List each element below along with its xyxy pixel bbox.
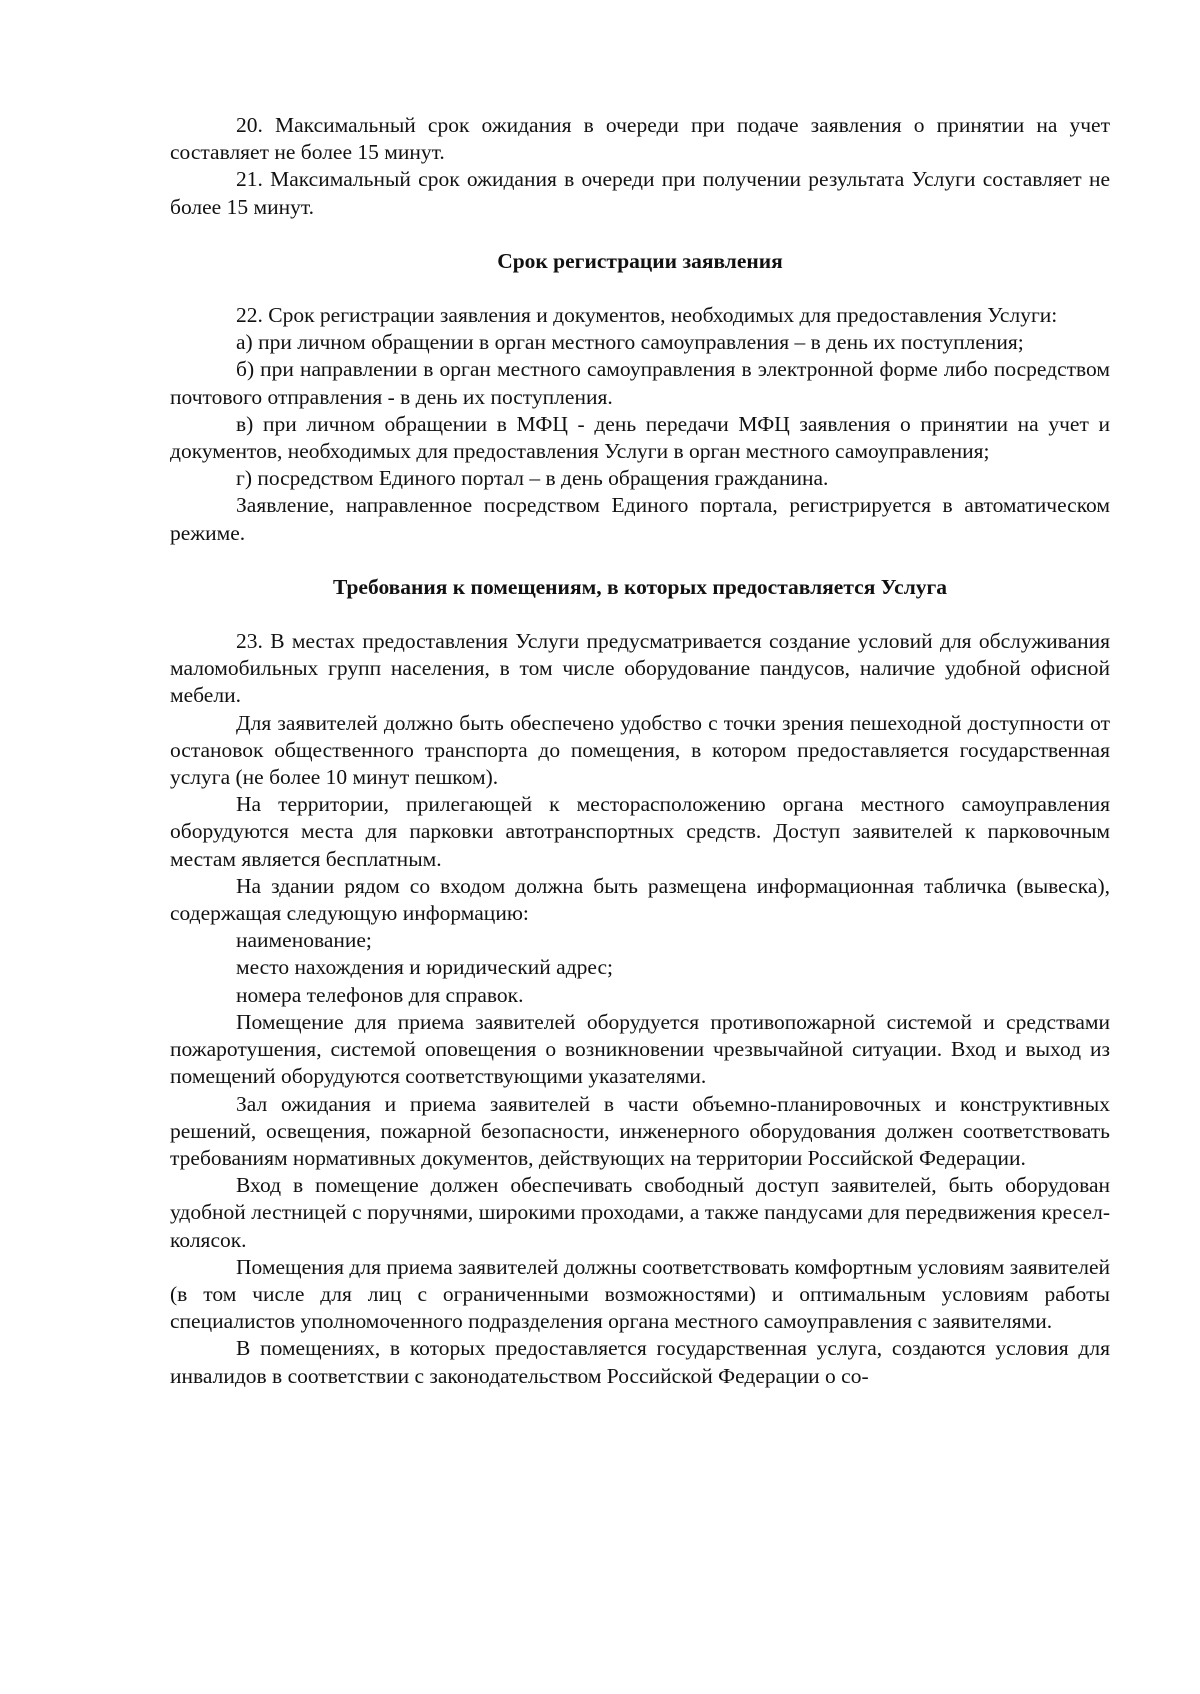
paragraph-waiting-hall: Зал ожидания и приема заявителей в части объемно-планировочных и конструктивных решений, освещения, пожарной безопасности, инженерного оборудования должен соответствовать требованиям нормативных документов, действующих на территории Российской Федерации. [170, 1091, 1110, 1170]
paragraph-22-a: а) при личном обращении в орган местного самоуправления – в день их поступления; [236, 330, 1024, 355]
heading-premises: Требования к помещениям, в которых предоставляется Услуга [332, 574, 948, 599]
list-item-address: место нахождения и юридический адрес; [236, 955, 614, 980]
paragraph-accessibility: Для заявителей должно быть обеспечено удобство с точки зрения пешеходной доступности от остановок общественного транспорта до помещения, в котором предоставляется государственная услуга (не более 10 минут пешком). [170, 710, 1110, 790]
paragraph-20: 20. Максимальный срок ожидания в очереди при подаче заявления о принятии на учет составляет не более 15 минут. [170, 113, 1110, 165]
paragraph-21: 21. Максимальный срок ожидания в очереди при получении результата Услуги составляет не более 15 минут. [170, 167, 1110, 219]
document-page [170, 112, 1110, 1390]
paragraph-22: 22. Срок регистрации заявления и документов, необходимых для предоставления Услуги: [236, 303, 1058, 328]
paragraph-disabled: В помещениях, в которых предоставляется государственная услуга, создаются условия для инвалидов в соответствии с законодательством Российской Федерации о со- [170, 1336, 1110, 1388]
paragraph-fire-safety: Помещение для приема заявителей оборудуется противопожарной системой и средствами пожаротушения, системой оповещения о возникновении чрезвычайной ситуации. Вход и выход из помещений оборудуются соответствующими указателями. [170, 1009, 1110, 1089]
paragraph-parking: На территории, прилегающей к месторасположению органа местного самоуправления оборудуются места для парковки автотранспортных средств. Доступ заявителей к парковочным местам является бесплатным. [170, 792, 1110, 871]
paragraph-22-auto: Заявление, направленное посредством Единого портала, регистрируется в автоматическом режиме. [170, 493, 1110, 545]
paragraph-22-v: в) при личном обращении в МФЦ - день передачи МФЦ заявления о принятии на учет и документов, необходимых для предоставления Услуги в орган местного самоуправления; [170, 411, 1110, 464]
paragraph-entrance: Вход в помещение должен обеспечивать свободный доступ заявителей, быть оборудован удобной лестницей с поручнями, широкими проходами, а также пандусами для передвижения кресел-колясок. [170, 1173, 1110, 1252]
list-item-name: наименование; [236, 928, 372, 953]
list-item-phones: номера телефонов для справок. [236, 982, 524, 1007]
paragraph-23: 23. В местах предоставления Услуги предусматривается создание условий для обслуживания маломобильных групп населения, в том числе оборудование пандусов, наличие удобной офисной мебели. [170, 629, 1110, 708]
heading-registration: Срок регистрации заявления [497, 248, 783, 273]
paragraph-22-g: г) посредством Единого портал – в день обращения гражданина. [236, 466, 829, 491]
paragraph-comfort: Помещения для приема заявителей должны соответствовать комфортным условиям заявителей (в том числе для лиц с ограниченными возможностями) и оптимальным условиям работы специалистов уполномоченного подразделения органа местного самоуправления с заявителями. [170, 1254, 1110, 1334]
paragraph-signboard: На здании рядом со входом должна быть размещена информационная табличка (вывеска), содержащая следующую информацию: [170, 873, 1110, 926]
paragraph-22-b: б) при направлении в орган местного самоуправления в электронной форме либо посредством почтового отправления - в день их поступления. [170, 357, 1110, 409]
